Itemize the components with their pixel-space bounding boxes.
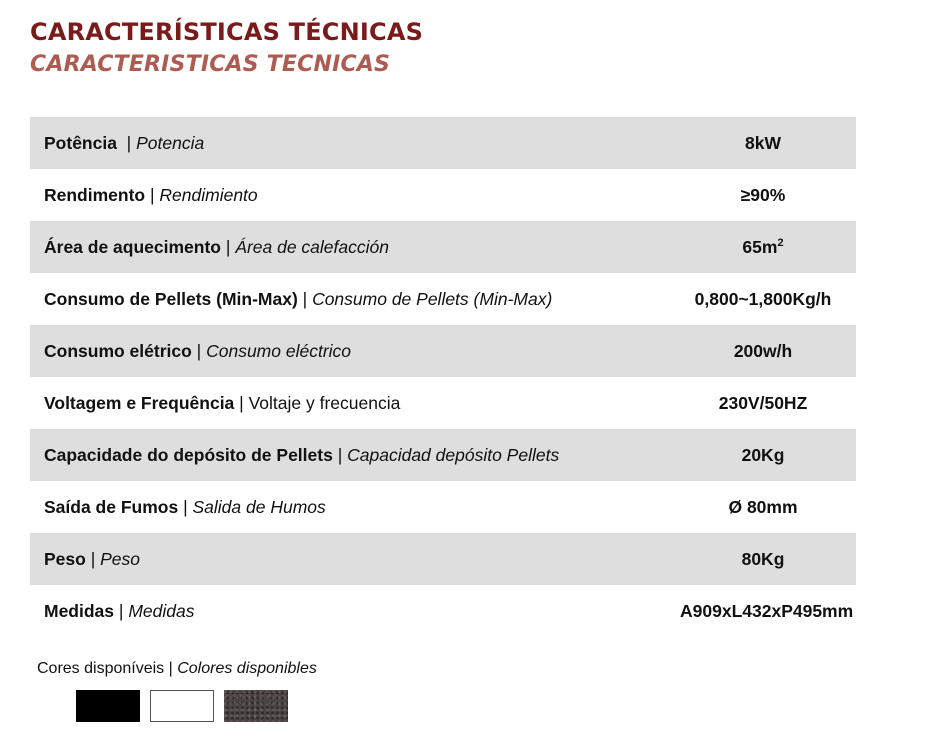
spec-row	[30, 273, 856, 325]
spec-label	[44, 341, 351, 362]
spec-label-pt: Voltagem e Frequência	[44, 392, 235, 413]
spec-label	[44, 237, 389, 258]
spec-value-superscript: 2	[777, 236, 784, 249]
spec-label-es: Peso	[100, 548, 140, 569]
spec-value-text: 65m	[742, 236, 778, 257]
spec-label-pt: Medidas	[44, 600, 115, 621]
spec-value	[680, 133, 846, 154]
spec-value-text: Ø 80mm	[728, 496, 798, 517]
spec-row	[30, 169, 856, 221]
spec-label	[44, 549, 140, 570]
spec-label-separator: |	[191, 340, 207, 361]
spec-label-pt: Saída de Fumos	[44, 496, 179, 517]
spec-label-separator: |	[234, 392, 249, 413]
spec-label-pt: Peso	[44, 548, 86, 569]
spec-label-separator: |	[145, 184, 160, 205]
spec-value-text: 230V/50HZ	[718, 392, 808, 413]
spec-value	[680, 289, 846, 310]
color-swatches	[76, 690, 288, 722]
spec-label-es: Capacidad depósito Pellets	[347, 444, 560, 465]
page-subtitle: CARACTERISTICAS TECNICAS	[30, 52, 391, 77]
spec-label	[44, 601, 194, 622]
spec-label-es: Salida de Humos	[192, 496, 326, 517]
spec-row	[30, 429, 856, 481]
spec-label-es: Voltaje y frecuencia	[248, 392, 401, 413]
specifications-table	[30, 117, 856, 637]
color-swatch-textured-dark-grey	[224, 690, 288, 722]
spec-label-pt: Consumo elétrico	[44, 340, 192, 361]
color-swatch-black	[76, 690, 140, 722]
spec-label-separator: |	[85, 548, 101, 569]
available-colors-label-es: Colores disponibles	[177, 660, 317, 677]
available-colors-separator: |	[164, 660, 178, 677]
spec-value	[680, 497, 846, 518]
spec-label-es: Área de calefacción	[235, 236, 389, 257]
spec-label-pt: Área de aquecimento	[44, 236, 221, 257]
spec-label-separator: |	[178, 496, 193, 517]
spec-row	[30, 533, 856, 585]
spec-label	[44, 133, 204, 154]
spec-label-es: Consumo de Pellets (Min-Max)	[312, 288, 553, 309]
spec-value	[680, 445, 846, 466]
spec-label-pt: Rendimento	[44, 184, 146, 205]
spec-row	[30, 325, 856, 377]
spec-row	[30, 377, 856, 429]
spec-value-text: 20Kg	[741, 444, 785, 465]
spec-label-pt: Capacidade do depósito de Pellets	[44, 444, 333, 465]
spec-value	[680, 549, 846, 570]
spec-label	[44, 497, 326, 518]
spec-value-text: 200w/h	[733, 340, 793, 361]
spec-label-es: Medidas	[128, 600, 195, 621]
spec-value	[680, 393, 846, 414]
spec-row	[30, 481, 856, 533]
spec-label	[44, 185, 258, 206]
spec-label-es: Potencia	[136, 132, 205, 153]
available-colors-label-pt: Cores disponíveis	[37, 660, 165, 677]
spec-label-pt: Potência	[44, 132, 117, 153]
spec-value-text: 80Kg	[741, 548, 785, 569]
spec-label-es: Rendimiento	[159, 184, 258, 205]
spec-label	[44, 393, 400, 414]
spec-value-text: 8kW	[745, 132, 781, 153]
spec-row	[30, 117, 856, 169]
spec-value-text: ≥90%	[740, 184, 786, 205]
color-swatch-white	[150, 690, 214, 722]
page-title: CARACTERÍSTICAS TÉCNICAS	[30, 18, 424, 46]
spec-label	[44, 289, 552, 310]
spec-label-separator: |	[332, 444, 348, 465]
available-colors-label	[37, 660, 317, 678]
spec-label-separator: |	[116, 132, 137, 153]
spec-label-separator: |	[297, 288, 313, 309]
spec-label-separator: |	[221, 236, 236, 257]
spec-value-text: A909xL432xP495mm	[680, 600, 854, 621]
spec-value	[680, 600, 854, 622]
spec-label	[44, 445, 559, 466]
spec-value	[680, 185, 846, 206]
spec-row	[30, 221, 856, 273]
spec-value	[680, 341, 846, 362]
spec-value-text: 0,800~1,800Kg/h	[694, 288, 832, 309]
spec-label-es: Consumo eléctrico	[206, 340, 352, 361]
spec-row	[30, 585, 856, 637]
spec-value	[680, 237, 846, 258]
spec-label-pt: Consumo de Pellets (Min-Max)	[44, 288, 298, 309]
spec-label-separator: |	[114, 600, 129, 621]
